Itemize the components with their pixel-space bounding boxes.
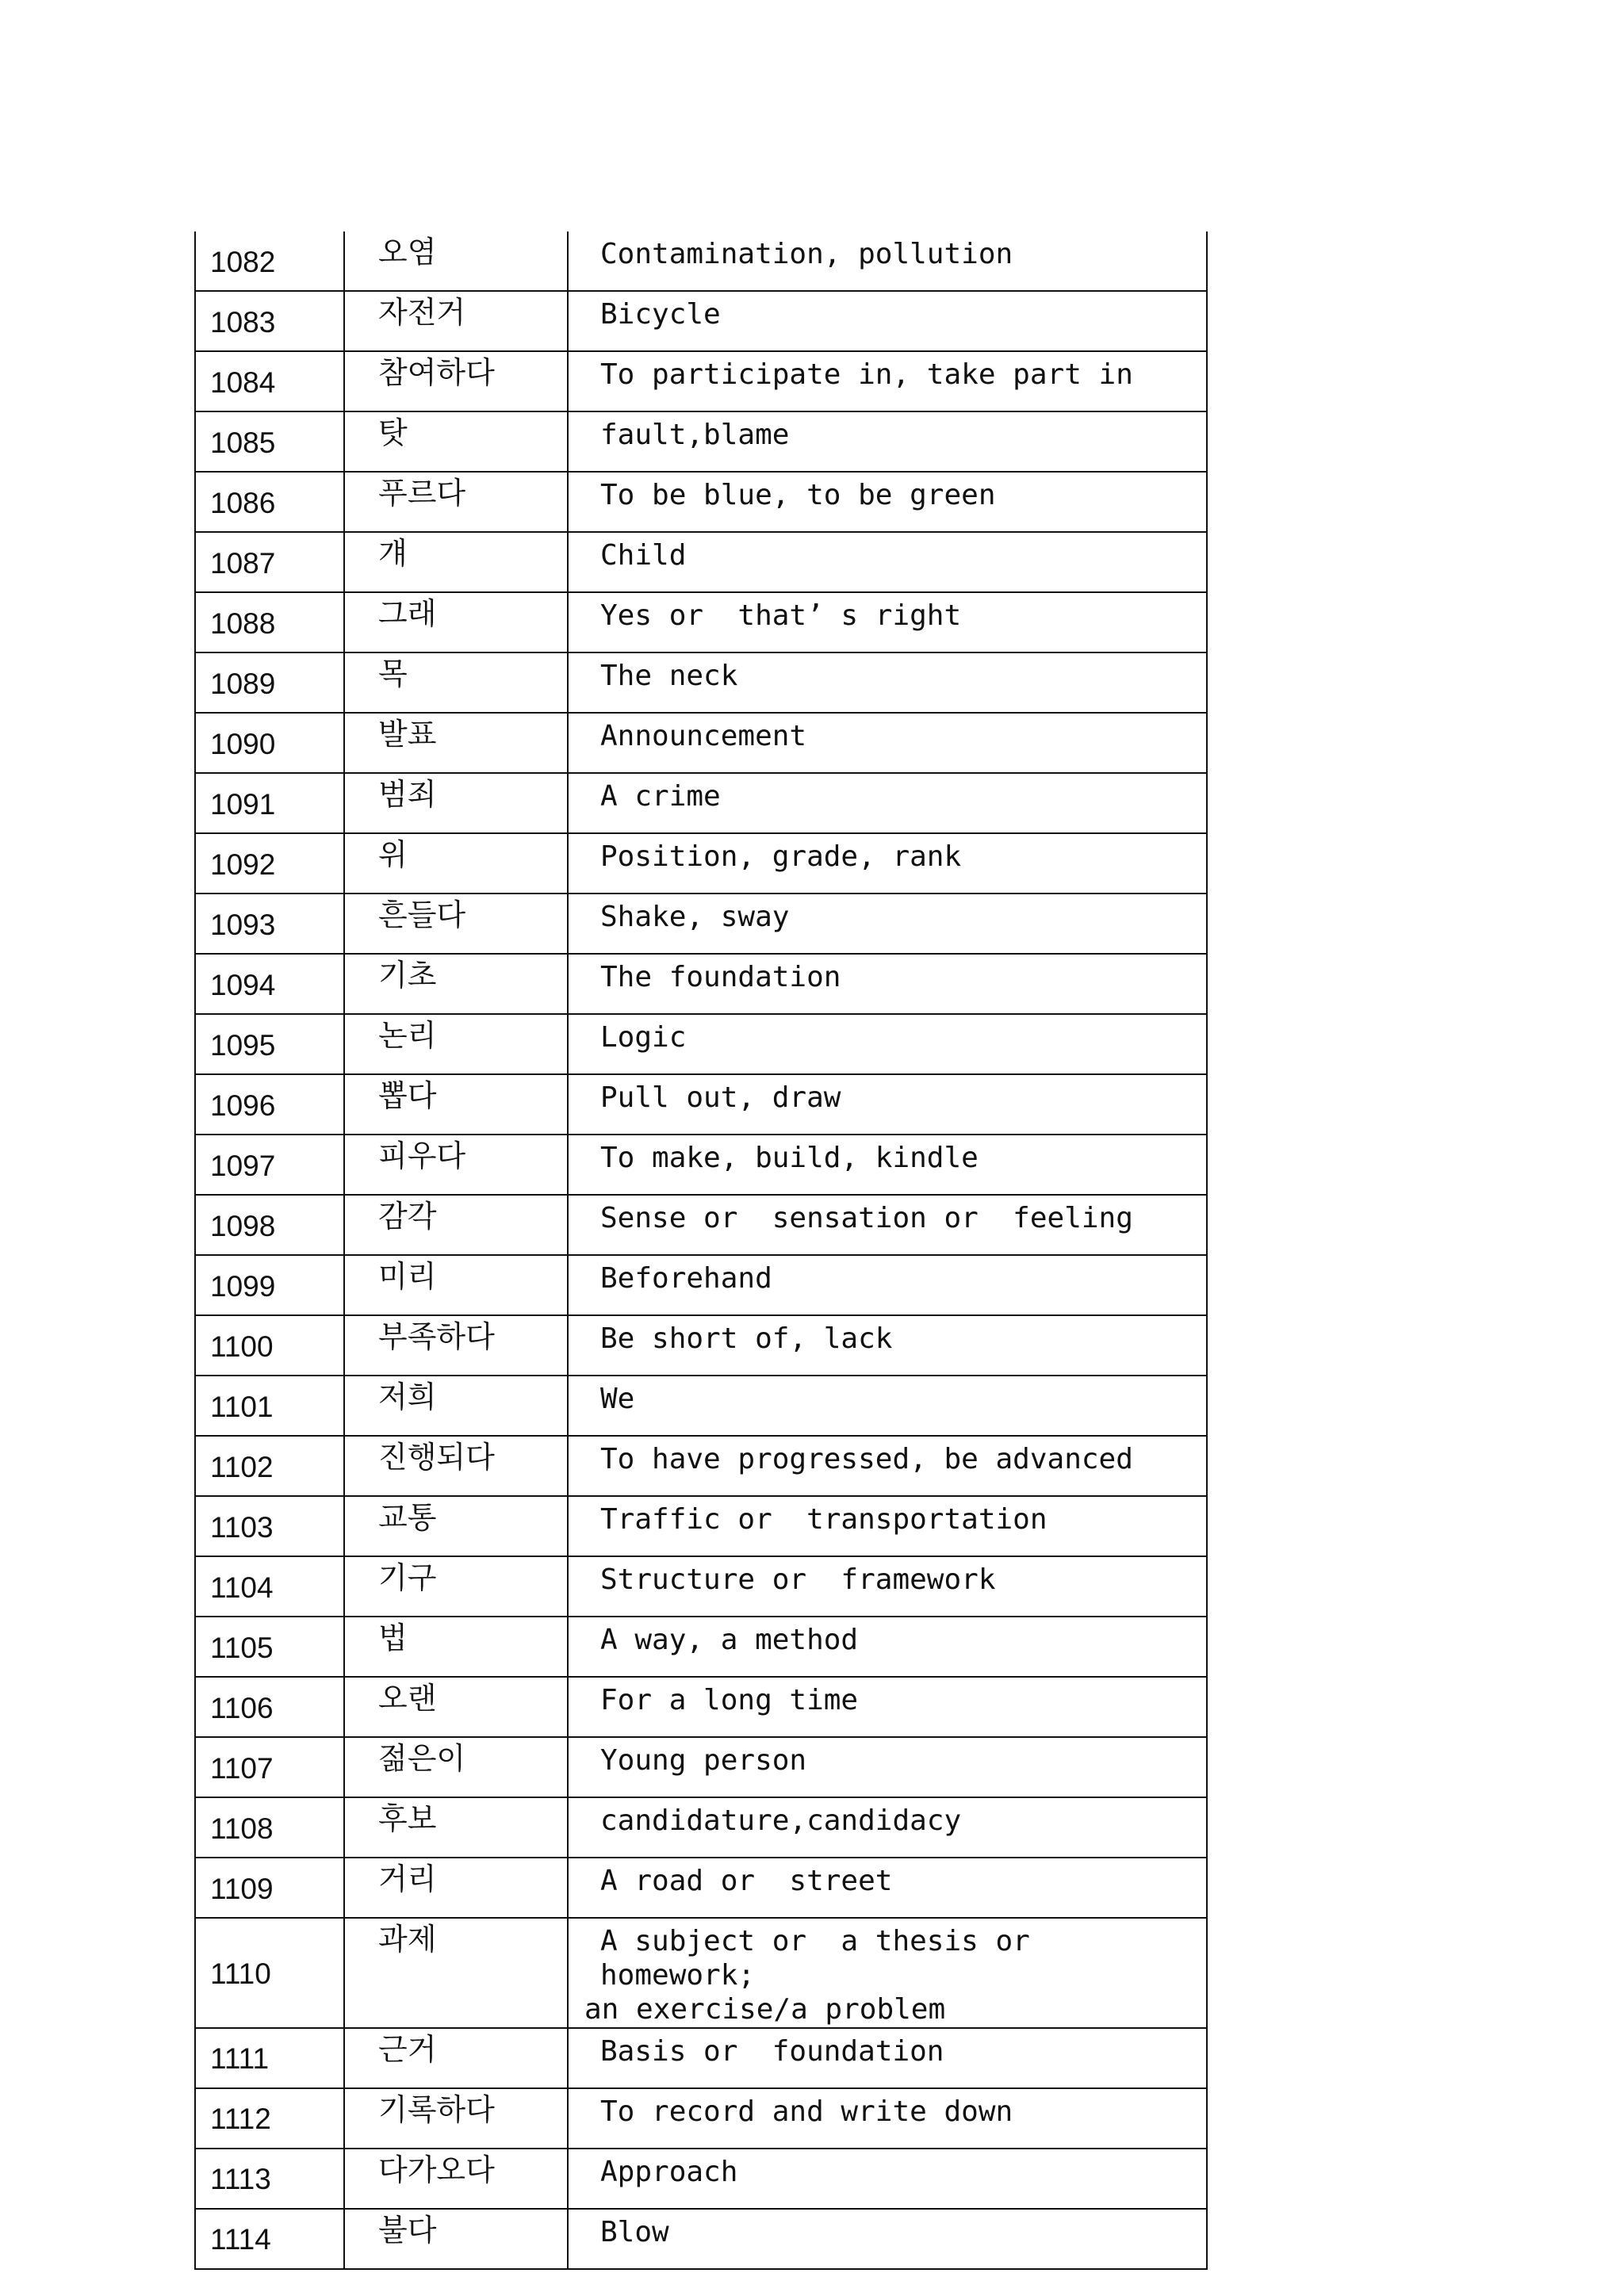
table-row <box>195 1014 1207 1074</box>
korean-word: 미리 <box>344 1255 568 1315</box>
english-meaning: A crime <box>568 773 1207 833</box>
korean-word: 부족하다 <box>344 1315 568 1376</box>
vocabulary-table-body <box>195 232 1207 2269</box>
table-row <box>195 773 1207 833</box>
english-meaning: To make, build, kindle <box>568 1135 1207 1195</box>
english-meaning: Traffic or transportation <box>568 1496 1207 1556</box>
english-meaning: Approach <box>568 2149 1207 2209</box>
english-meaning: Structure or framework <box>568 1556 1207 1617</box>
english-meaning: Pull out, draw <box>568 1074 1207 1135</box>
english-meaning: Blow <box>568 2209 1207 2269</box>
korean-word: 후보 <box>344 1797 568 1858</box>
english-meaning: Announcement <box>568 713 1207 773</box>
entry-number: 1111 <box>195 2028 344 2088</box>
english-meaning: fault,blame <box>568 411 1207 472</box>
english-meaning: Beforehand <box>568 1255 1207 1315</box>
korean-word: 젊은이 <box>344 1737 568 1797</box>
entry-number: 1114 <box>195 2209 344 2269</box>
entry-number: 1110 <box>195 1918 344 2028</box>
korean-word: 오염 <box>344 232 568 291</box>
korean-word: 위 <box>344 833 568 894</box>
english-meaning: The foundation <box>568 954 1207 1014</box>
table-row <box>195 1797 1207 1858</box>
table-row <box>195 1617 1207 1677</box>
korean-word: 기초 <box>344 954 568 1014</box>
table-row <box>195 1135 1207 1195</box>
entry-number: 1101 <box>195 1376 344 1436</box>
entry-number: 1085 <box>195 411 344 472</box>
table-row <box>195 1677 1207 1737</box>
entry-number: 1106 <box>195 1677 344 1737</box>
english-meaning: Basis or foundation <box>568 2028 1207 2088</box>
korean-word: 기록하다 <box>344 2088 568 2149</box>
table-row <box>195 2149 1207 2209</box>
table-row <box>195 1195 1207 1255</box>
table-row <box>195 1858 1207 1918</box>
table-row <box>195 232 1207 291</box>
entry-number: 1087 <box>195 532 344 592</box>
table-row <box>195 291 1207 351</box>
korean-word: 법 <box>344 1617 568 1677</box>
table-row <box>195 1496 1207 1556</box>
english-meaning: Child <box>568 532 1207 592</box>
table-row <box>195 472 1207 532</box>
table-row <box>195 532 1207 592</box>
korean-word: 논리 <box>344 1014 568 1074</box>
table-row <box>195 894 1207 954</box>
korean-word: 발표 <box>344 713 568 773</box>
table-row <box>195 2209 1207 2269</box>
entry-number: 1094 <box>195 954 344 1014</box>
table-row <box>195 713 1207 773</box>
entry-number: 1107 <box>195 1737 344 1797</box>
english-meaning: Logic <box>568 1014 1207 1074</box>
korean-word: 다가오다 <box>344 2149 568 2209</box>
entry-number: 1109 <box>195 1858 344 1918</box>
korean-word: 교통 <box>344 1496 568 1556</box>
english-meaning: candidature,candidacy <box>568 1797 1207 1858</box>
entry-number: 1084 <box>195 351 344 411</box>
entry-number: 1103 <box>195 1496 344 1556</box>
korean-word: 뽑다 <box>344 1074 568 1135</box>
entry-number: 1096 <box>195 1074 344 1135</box>
korean-word: 탓 <box>344 411 568 472</box>
korean-word: 참여하다 <box>344 351 568 411</box>
english-meaning: For a long time <box>568 1677 1207 1737</box>
korean-word: 기구 <box>344 1556 568 1617</box>
entry-number: 1092 <box>195 833 344 894</box>
entry-number: 1097 <box>195 1135 344 1195</box>
korean-word: 피우다 <box>344 1135 568 1195</box>
english-meaning: Sense or sensation or feeling <box>568 1195 1207 1255</box>
english-meaning: Bicycle <box>568 291 1207 351</box>
table-row <box>195 652 1207 713</box>
english-meaning: The neck <box>568 652 1207 713</box>
english-meaning: Young person <box>568 1737 1207 1797</box>
entry-number: 1089 <box>195 652 344 713</box>
english-meaning: To record and write down <box>568 2088 1207 2149</box>
korean-word: 과제 <box>344 1918 568 2028</box>
english-meaning: A road or street <box>568 1858 1207 1918</box>
english-meaning: To participate in, take part in <box>568 351 1207 411</box>
table-row <box>195 1556 1207 1617</box>
entry-number: 1083 <box>195 291 344 351</box>
entry-number: 1082 <box>195 232 344 291</box>
english-meaning: Yes or that’ s right <box>568 592 1207 652</box>
korean-word: 근거 <box>344 2028 568 2088</box>
entry-number: 1113 <box>195 2149 344 2209</box>
table-row <box>195 351 1207 411</box>
korean-word: 감각 <box>344 1195 568 1255</box>
korean-word: 걔 <box>344 532 568 592</box>
english-meaning: Shake, sway <box>568 894 1207 954</box>
entry-number: 1095 <box>195 1014 344 1074</box>
english-meaning-line-1: A subject or a thesis or homework; <box>600 1925 1065 1992</box>
entry-number: 1112 <box>195 2088 344 2149</box>
english-meaning <box>568 1918 1207 2028</box>
entry-number: 1098 <box>195 1195 344 1255</box>
english-meaning: Position, grade, rank <box>568 833 1207 894</box>
entry-number: 1100 <box>195 1315 344 1376</box>
table-row <box>195 411 1207 472</box>
table-row <box>195 2028 1207 2088</box>
entry-number: 1108 <box>195 1797 344 1858</box>
korean-word: 푸르다 <box>344 472 568 532</box>
table-row <box>195 592 1207 652</box>
english-meaning: We <box>568 1376 1207 1436</box>
english-meaning: Be short of, lack <box>568 1315 1207 1376</box>
table-row <box>195 1376 1207 1436</box>
table-row <box>195 1436 1207 1496</box>
english-meaning: To be blue, to be green <box>568 472 1207 532</box>
english-meaning: Contamination, pollution <box>568 232 1207 291</box>
table-row <box>195 2088 1207 2149</box>
english-meaning: To have progressed, be advanced <box>568 1436 1207 1496</box>
table-row <box>195 833 1207 894</box>
entry-number: 1091 <box>195 773 344 833</box>
korean-word: 거리 <box>344 1858 568 1918</box>
entry-number: 1088 <box>195 592 344 652</box>
entry-number: 1093 <box>195 894 344 954</box>
english-meaning: A way, a method <box>568 1617 1207 1677</box>
table-row <box>195 954 1207 1014</box>
korean-word: 저희 <box>344 1376 568 1436</box>
table-row <box>195 1315 1207 1376</box>
korean-word: 그래 <box>344 592 568 652</box>
entry-number: 1090 <box>195 713 344 773</box>
entry-number: 1099 <box>195 1255 344 1315</box>
korean-word: 불다 <box>344 2209 568 2269</box>
entry-number: 1104 <box>195 1556 344 1617</box>
entry-number: 1102 <box>195 1436 344 1496</box>
korean-word: 진행되다 <box>344 1436 568 1496</box>
english-meaning-line-2: an exercise/a problem <box>584 1993 946 2026</box>
korean-word: 흔들다 <box>344 894 568 954</box>
vocabulary-table <box>194 232 1208 2270</box>
korean-word: 자전거 <box>344 291 568 351</box>
table-row <box>195 1074 1207 1135</box>
entry-number: 1105 <box>195 1617 344 1677</box>
table-row <box>195 1737 1207 1797</box>
korean-word: 오랜 <box>344 1677 568 1737</box>
korean-word: 범죄 <box>344 773 568 833</box>
table-row <box>195 1918 1207 2028</box>
korean-word: 목 <box>344 652 568 713</box>
entry-number: 1086 <box>195 472 344 532</box>
table-row <box>195 1255 1207 1315</box>
